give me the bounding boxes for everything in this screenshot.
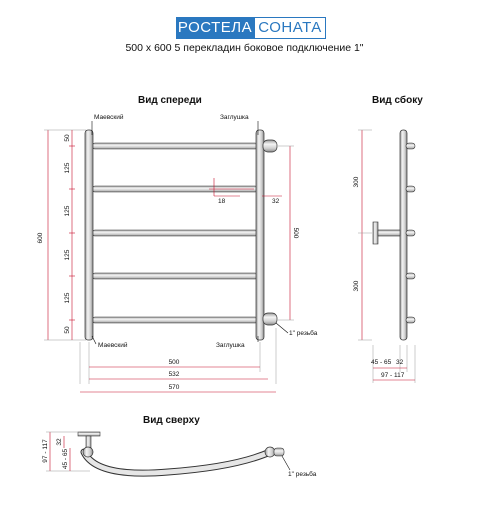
dim-side-depth1: 45 - 65: [371, 359, 392, 366]
side-upright: [400, 130, 407, 340]
dim-18: 18: [218, 198, 226, 205]
dim-seg-6: 50: [64, 326, 71, 334]
dim-570: 570: [168, 384, 180, 391]
dim-side-upper: 300: [353, 176, 360, 188]
brand-sonata: СОНАТА: [254, 17, 326, 39]
top-connector: [274, 448, 284, 456]
label-mayevsky-top: Маевский: [94, 114, 124, 121]
label-thread-front: 1" резьба: [289, 330, 318, 337]
product-subtitle: 500 х 600 5 перекладин боковое подключение 1": [125, 42, 364, 54]
dim-seg-2: 125: [64, 162, 71, 174]
top-wall-plate: [78, 432, 100, 436]
label-thread-top: 1" резьба: [288, 471, 317, 478]
front-rails: [92, 143, 258, 323]
top-rail: [84, 452, 270, 473]
dim-top-b: 32: [56, 438, 63, 446]
wall-bracket-arm: [378, 230, 400, 236]
label-mayevsky-bottom: Маевский: [98, 342, 128, 349]
dim-600: 600: [37, 232, 44, 244]
front-left-upright: [85, 130, 93, 340]
dim-top-a: 97 - 117: [42, 439, 49, 463]
dim-top-c: 45 - 65: [62, 448, 69, 470]
top-view-title: Вид сверху: [143, 415, 200, 426]
dim-side-depth2: 97 - 117: [381, 372, 405, 379]
top-right-upright: [265, 447, 275, 457]
bottom-connector: [263, 313, 277, 325]
dim-seg-4: 125: [64, 249, 71, 261]
side-view-title: Вид сбоку: [372, 95, 423, 106]
front-right-upright: [256, 130, 264, 340]
dim-532: 532: [168, 371, 180, 378]
dim-seg-5: 125: [64, 292, 71, 304]
top-left-upright: [83, 447, 93, 457]
dim-seg-1: 50: [64, 134, 71, 142]
dim-32-front: 32: [272, 198, 280, 205]
top-connector: [263, 140, 277, 152]
dim-seg-3: 125: [64, 205, 71, 217]
front-view-title: Вид спереди: [138, 95, 202, 106]
label-plug-bottom: Заглушка: [216, 342, 245, 349]
dim-500-vertical: 500: [292, 227, 299, 239]
dim-500: 500: [168, 359, 180, 366]
dim-side-32: 32: [396, 359, 404, 366]
wall-bracket-plate: [373, 222, 378, 244]
dim-side-lower: 300: [353, 280, 360, 292]
label-plug-top: Заглушка: [220, 114, 249, 121]
brand-rostela: РОСТЕЛА: [176, 17, 254, 39]
